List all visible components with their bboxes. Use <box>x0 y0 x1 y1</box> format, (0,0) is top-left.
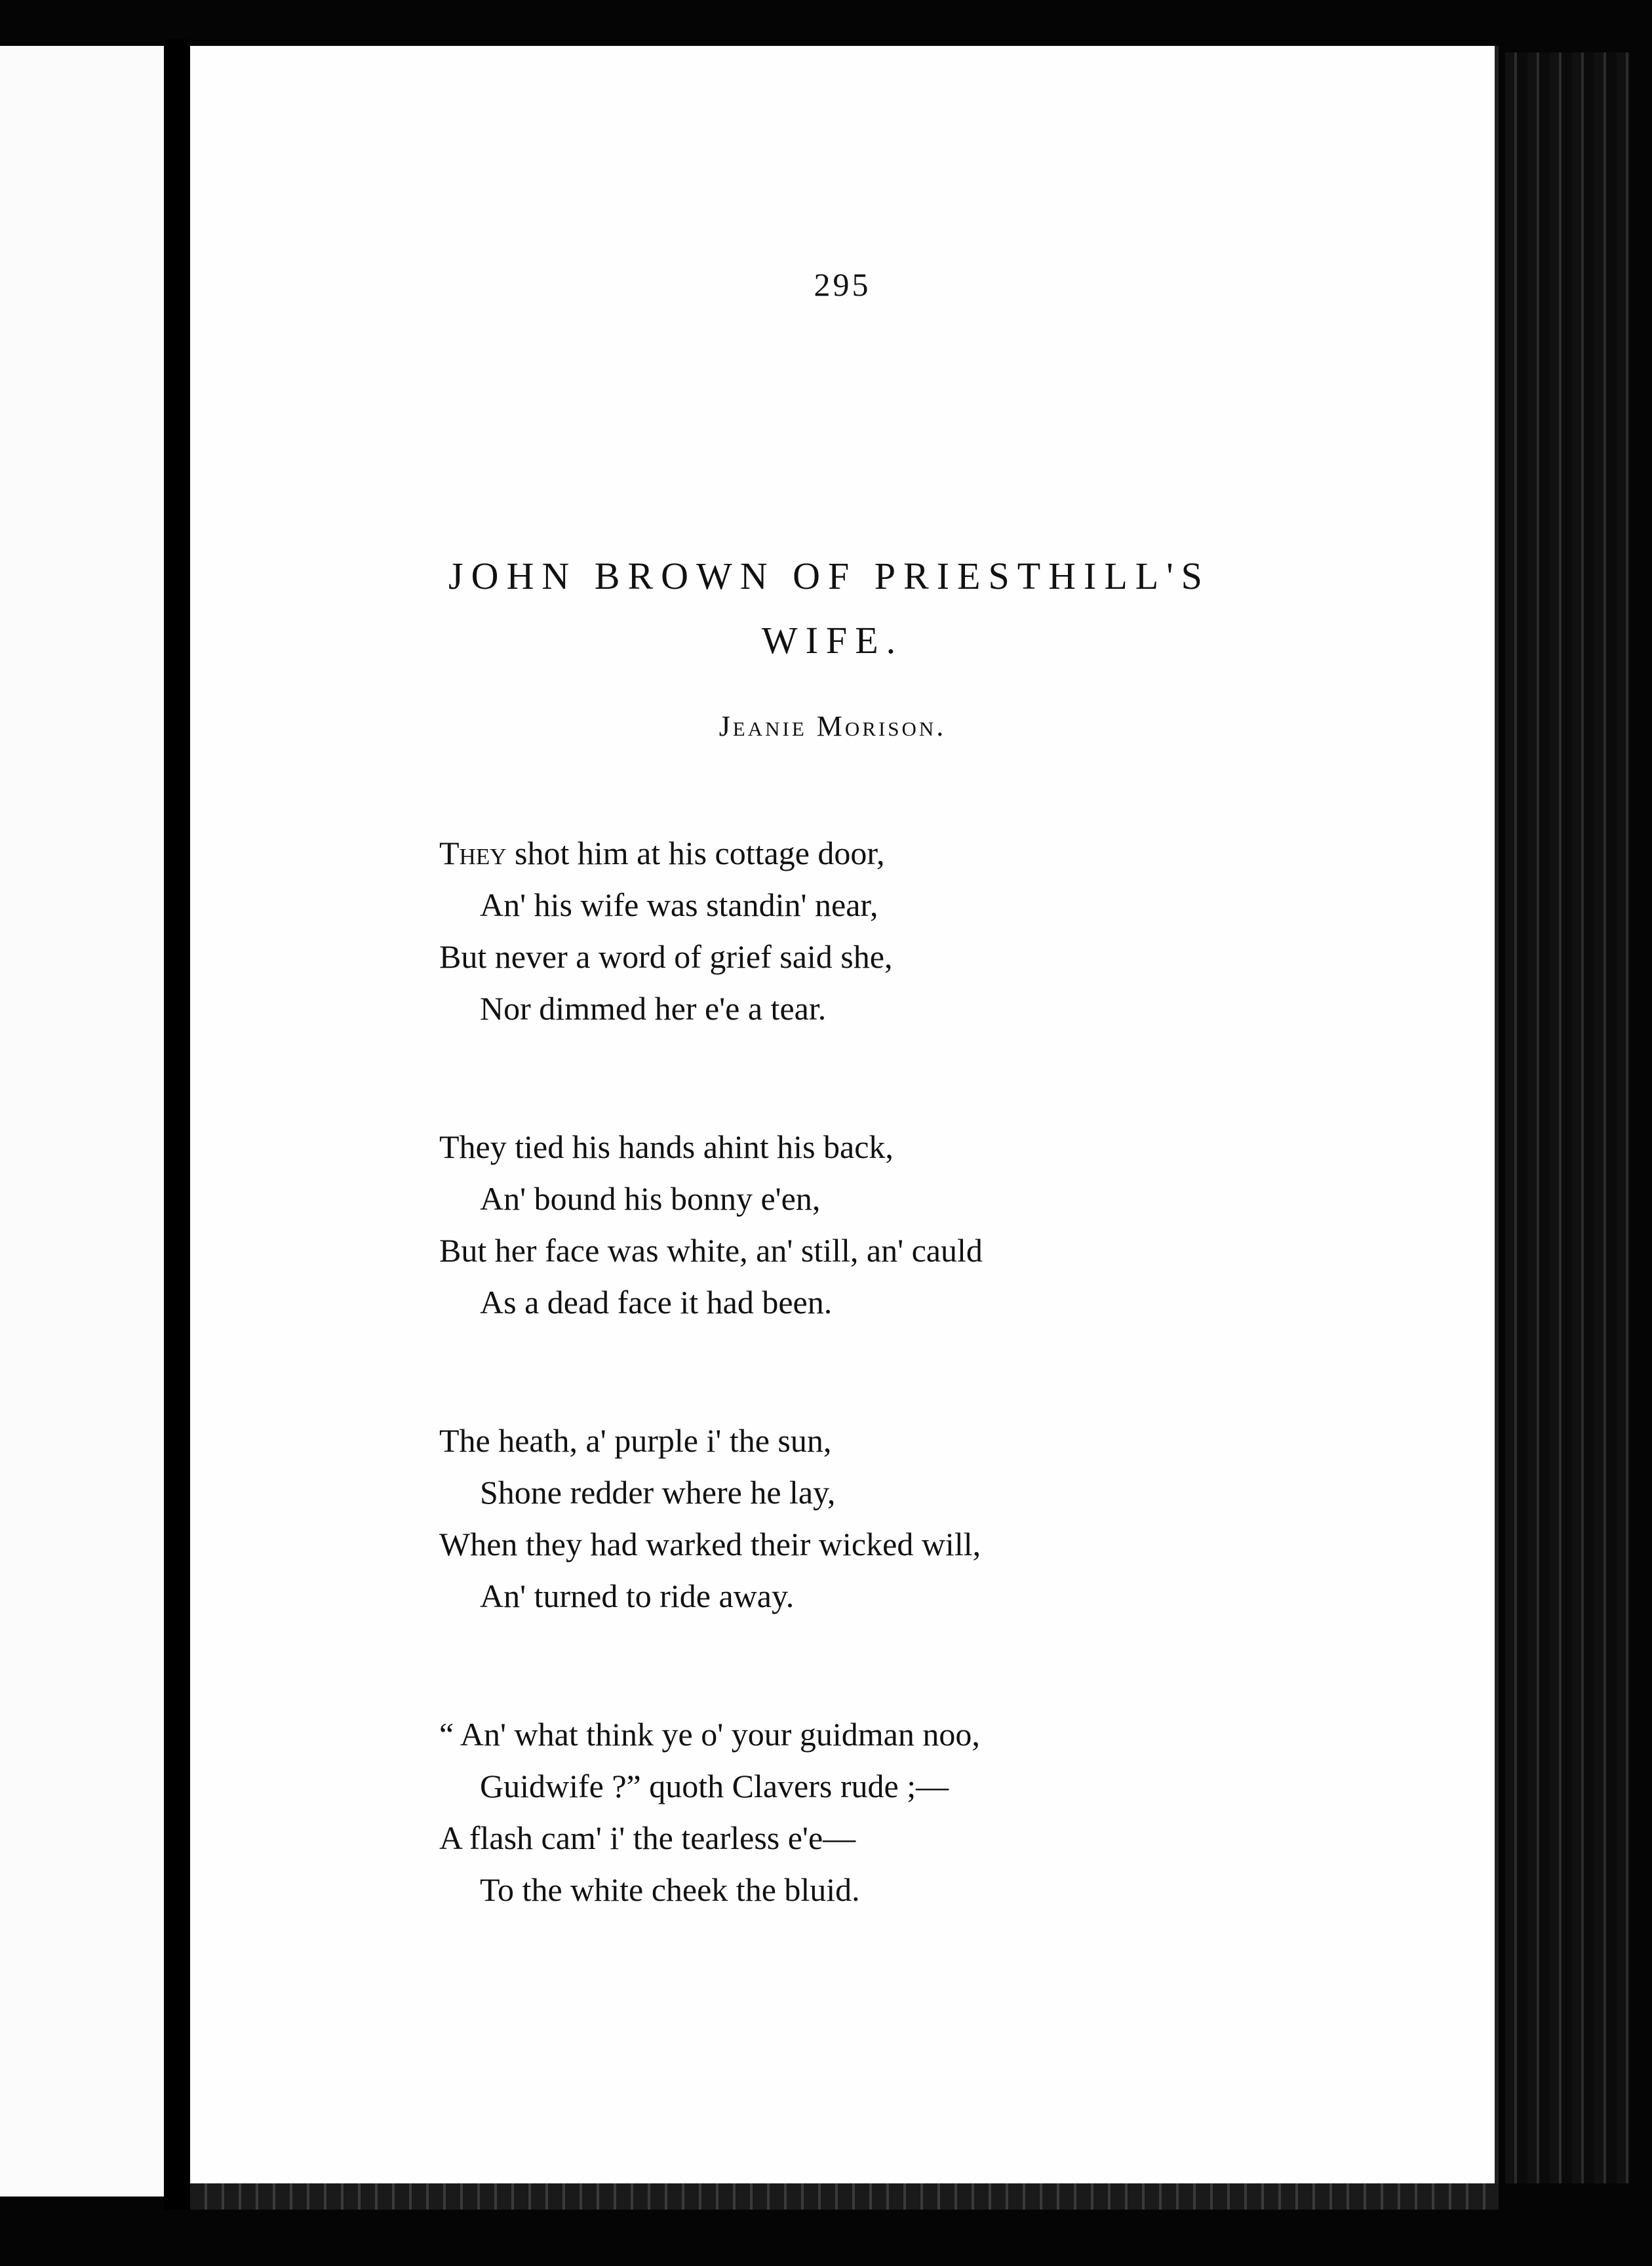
stanza-1 <box>439 827 1423 1035</box>
book-page <box>190 46 1499 2183</box>
page-number: 295 <box>814 266 871 303</box>
stanza-3-line-2: Shone redder where he lay, <box>480 1474 836 1511</box>
line-text: shot him at his cottage door, <box>506 835 885 871</box>
facing-page-edge <box>0 46 164 2196</box>
stanza-2-line-4: As a dead face it had been. <box>480 1284 833 1321</box>
poem-body <box>439 827 1423 2002</box>
poem-title <box>190 544 1495 673</box>
stanza-3-line-1: The heath, a' purple i' the sun, <box>439 1422 832 1459</box>
stanza-4 <box>439 1709 1423 1916</box>
stanza-2-line-1: They tied his hands ahint his back, <box>439 1128 894 1165</box>
stanza-4-line-3: A flash cam' i' the tearless e'e— <box>439 1819 856 1856</box>
stanza-3 <box>439 1415 1423 1622</box>
stanza-3-line-3: When they had warked their wicked will, <box>439 1526 981 1562</box>
stanza-1-line-4: Nor dimmed her e'e a tear. <box>480 990 827 1027</box>
poem-title-line-2: WIFE. <box>761 619 904 662</box>
stanza-1-line-1 <box>439 827 1423 879</box>
page-bottom-edge <box>190 2183 1499 2210</box>
poem-author: Jeanie Morison. <box>718 710 947 742</box>
book-gutter <box>164 39 190 2210</box>
stanza-2 <box>439 1121 1423 1328</box>
stanza-1-line-2: An' his wife was standin' near, <box>480 886 878 923</box>
drop-word: They <box>439 835 507 871</box>
stanza-4-line-4: To the white cheek the bluid. <box>480 1871 860 1908</box>
stanza-1-line-3: But never a word of grief said she, <box>439 938 893 975</box>
stanza-4-line-2: Guidwife ?” quoth Clavers rude ;— <box>480 1768 949 1804</box>
stanza-2-line-2: An' bound his bonny e'en, <box>480 1180 821 1217</box>
page-stack-edge <box>1505 52 1630 2183</box>
stanza-3-line-4: An' turned to ride away. <box>480 1578 795 1614</box>
poem-title-line-1: JOHN BROWN OF PRIESTHILL'S <box>448 555 1210 597</box>
stanza-2-line-3: But her face was white, an' still, an' cauld <box>439 1232 983 1269</box>
stanza-4-line-1: “ An' what think ye o' your guidman noo, <box>439 1716 980 1753</box>
